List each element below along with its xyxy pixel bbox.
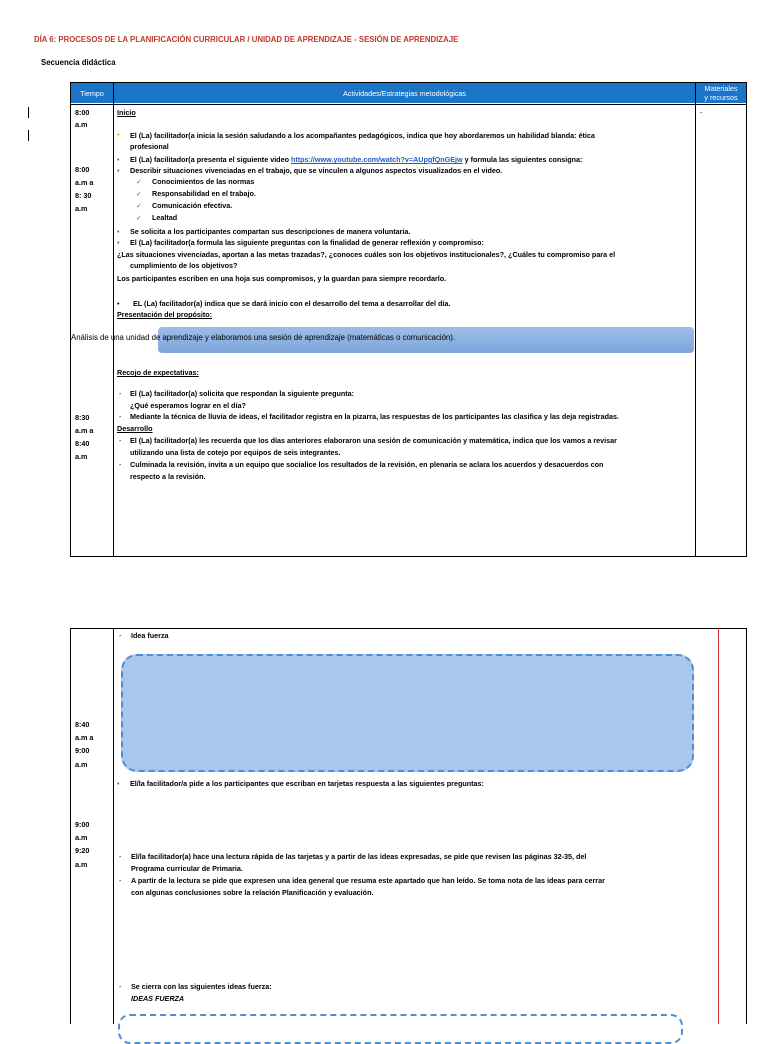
time-label: 8: 30 [75,191,92,200]
dash-icon: - [119,460,122,469]
activity-text: El/la facilitador(a) hace una lectura rápida de las tarjetas y a partir de las ideas expresadas, se pide que revisen las páginas 32-35, del [131,852,587,861]
time-label: 9:00 [75,746,90,755]
time-label: 8:30 [75,413,90,422]
time-label: a.m [75,120,88,129]
ideas-fuerza-box [118,1014,683,1044]
video-link[interactable]: https://www.youtube.com/watch?v=AUpgfQnGEjw [290,155,463,164]
time-label: 9:20 [75,846,90,855]
activity-text: respecto a la revisión. [130,472,206,481]
col-header-materiales [696,83,746,103]
dash-icon: - [119,412,122,421]
bullet-icon: • [117,299,120,308]
check-icon: ✓ [136,177,143,186]
activity-text: EL (La) facilitador(a) indica que se dará inicio con el desarrollo del tema a desarrollar del día. [133,299,451,308]
ideas-fuerza-label: IDEAS FUERZA [131,994,185,1003]
activity-text: Describir situaciones vivenciadas en el trabajo, que se vinculen a algunos aspectos visualizados en el video. [130,166,503,175]
dash-icon: - [119,852,122,861]
activity-text: Los participantes escriben en una hoja sus compromisos, y la guardan para siempre recordarlo. [117,274,447,283]
check-item: Responsabilidad en el trabajo. [152,189,256,198]
question-text: cumplimiento de los objetivos? [130,261,238,270]
bullet-icon: • [117,166,120,175]
bullet-icon: • [117,130,120,139]
bullet-icon: • [117,227,120,236]
cursor-bar [28,107,29,118]
time-label: 8:00 [75,165,90,174]
activity-text: con algunas conclusiones sobre la relación Planificación y evaluación. [131,888,374,897]
time-label: a.m [75,204,88,213]
section-heading-proposito: Presentación del propósito: [117,310,213,319]
section-heading-inicio: Inicio [117,108,136,117]
time-label: a.m [75,833,88,842]
activity-text: El (La) facilitador(a) les recuerda que los días anteriores elaboraron una sesión de comunicación y matemática, indica que los vamos a revisar [130,436,617,445]
check-item: Comunicación efectiva. [152,201,233,210]
time-label: 8:40 [75,720,90,729]
check-icon: ✓ [136,189,143,198]
question-text: ¿Qué esperamos lograr en el día? [130,401,246,410]
cursor-bar [28,130,29,141]
activity-text: Se cierra con las siguientes ideas fuerza: [131,982,272,991]
time-label: 8:40 [75,439,90,448]
dash-icon: - [119,436,122,445]
activity-text: Idea fuerza [131,631,169,640]
col-header-materiales-line2: y recursos [704,93,738,102]
idea-fuerza-box [121,654,694,772]
time-label: 8:00 [75,108,90,117]
purpose-text: Análisis de una unidad de aprendizaje y elaboramos una sesión de aprendizaje (matemáticas o comunicación). [71,333,456,342]
time-label: a.m [75,760,88,769]
col-header-tiempo: Tiempo [71,83,113,103]
dash-icon: - [119,631,122,640]
activity-text: El (La) facilitador(a inicia la sesión saludando a los acompañantes pedagógicos, indica que hoy abordaremos un habilidad blanda: ética [130,131,595,140]
activity-text: Se solicita a los participantes compartan sus descripciones de manera voluntaria. [130,227,411,236]
section-subtitle: Secuencia didáctica [41,58,116,67]
dash-icon: - [119,389,122,398]
activity-text: El (La) facilitador(a formula las siguiente preguntas con la finalidad de generar reflexión y compromiso: [130,238,484,247]
time-label: 9:00 [75,820,90,829]
time-label: a.m a [75,426,94,435]
materiales-value: - [700,108,703,117]
check-icon: ✓ [136,201,143,210]
bullet-icon: • [117,779,120,788]
time-label: a.m a [75,178,94,187]
question-text: ¿Las situaciones vivenciadas, aportan a las metas trazadas?, ¿conoces cuáles son los objetivos institucionales?, ¿Cuáles tu compromiso para el [117,250,616,259]
activity-text: Culminada la revisión, invita a un equipo que socialice los resultados de la revisión, en plenaria se aclara los acuerdos y desacuerdos con [130,460,604,469]
check-item: Conocimientos de las normas [152,177,255,186]
document-title: DÍA 6: PROCESOS DE LA PLANIFICACIÓN CURRICULAR / UNIDAD DE APRENDIZAJE - SESIÓN DE APRENDIZAJE [34,35,459,44]
dash-icon: - [119,982,122,991]
activity-text: Programa curricular de Primaria. [131,864,243,873]
dash-icon: - [119,876,122,885]
section-heading-expectativas: Recojo de expectativas: [117,368,199,377]
time-label: a.m [75,452,88,461]
time-label: a.m [75,860,88,869]
activity-text: El (La) facilitador(a) solicita que respondan la siguiente pregunta: [130,389,355,398]
activity-text: utilizando una lista de cotejo por equipos de seis integrantes. [130,448,341,457]
activity-text: El/la facilitador/a pide a los participantes que escriban en tarjetas respuesta a las siguientes preguntas: [130,779,484,788]
activity-text: El (La) facilitador(a presenta el siguiente video https://www.youtube.com/watch?v=AUpgfQnGEjw y formula las siguientes consigna: [130,155,583,164]
check-item: Lealtad [152,213,178,222]
check-icon: ✓ [136,213,143,222]
section-heading-desarrollo: Desarrollo [117,424,153,433]
activity-text: Mediante la técnica de lluvia de ideas, el facilitador registra en la pizarra, las respuestas de los participantes las clasifica y las deja registradas. [130,412,619,421]
bullet-icon: • [117,155,120,164]
activity-text: profesional [130,142,169,151]
activity-text: A partir de la lectura se pide que expresen una idea general que resuma este apartado que han leído. Se toma nota de las ideas para cerrar [131,876,605,885]
bullet-icon: • [117,238,120,247]
time-label: a.m a [75,733,94,742]
col-header-actividades: Actividades/Estrategias metodológicas [114,83,695,103]
col-header-materiales-line1: Materiales [704,84,738,93]
